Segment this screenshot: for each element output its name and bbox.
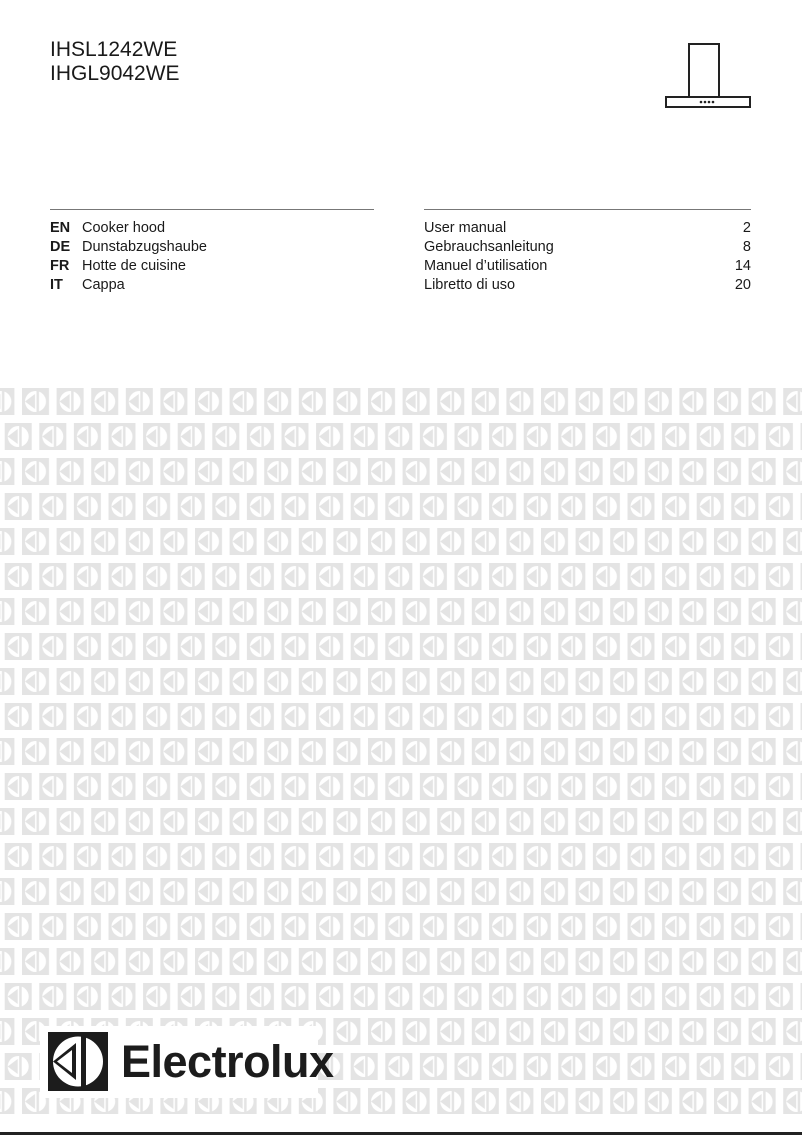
toc-entry[interactable] (424, 219, 751, 238)
toc-entry[interactable] (424, 257, 751, 276)
language-code: FR (50, 258, 70, 274)
toc-entry[interactable] (424, 238, 751, 257)
model-numbers (50, 38, 180, 86)
language-row-it (50, 276, 374, 295)
logo-pattern-background (0, 386, 802, 1114)
language-row-fr (50, 257, 374, 276)
page-number: 8 (742, 239, 751, 255)
product-name: Cooker hood (82, 220, 166, 236)
manual-title: User manual (424, 220, 507, 236)
manual-title: Manuel d’utilisation (424, 258, 548, 274)
language-row-de (50, 238, 374, 257)
language-code: IT (50, 277, 63, 293)
page-number: 14 (734, 258, 751, 274)
language-code: DE (50, 239, 71, 255)
language-list (50, 209, 374, 295)
manual-title: Gebrauchsanleitung (424, 239, 554, 255)
product-name: Dunstabzugshaube (82, 239, 207, 255)
model-number: IHGL9042WE (50, 62, 180, 85)
product-name: Cappa (82, 277, 125, 293)
model-number: IHSL1242WE (50, 38, 178, 61)
cooker-hood-icon (664, 42, 752, 110)
electrolux-logo-icon (48, 1032, 108, 1091)
bottom-divider (0, 1132, 802, 1135)
page-number: 20 (734, 277, 751, 293)
manual-title: Libretto di uso (424, 277, 516, 293)
product-name: Hotte de cuisine (82, 258, 186, 274)
language-row-en (50, 219, 374, 238)
brand-name: Electrolux (121, 1036, 334, 1087)
page-number: 2 (742, 220, 751, 236)
language-code: EN (50, 220, 71, 236)
toc-entry[interactable] (424, 276, 751, 295)
table-of-contents (424, 209, 751, 295)
